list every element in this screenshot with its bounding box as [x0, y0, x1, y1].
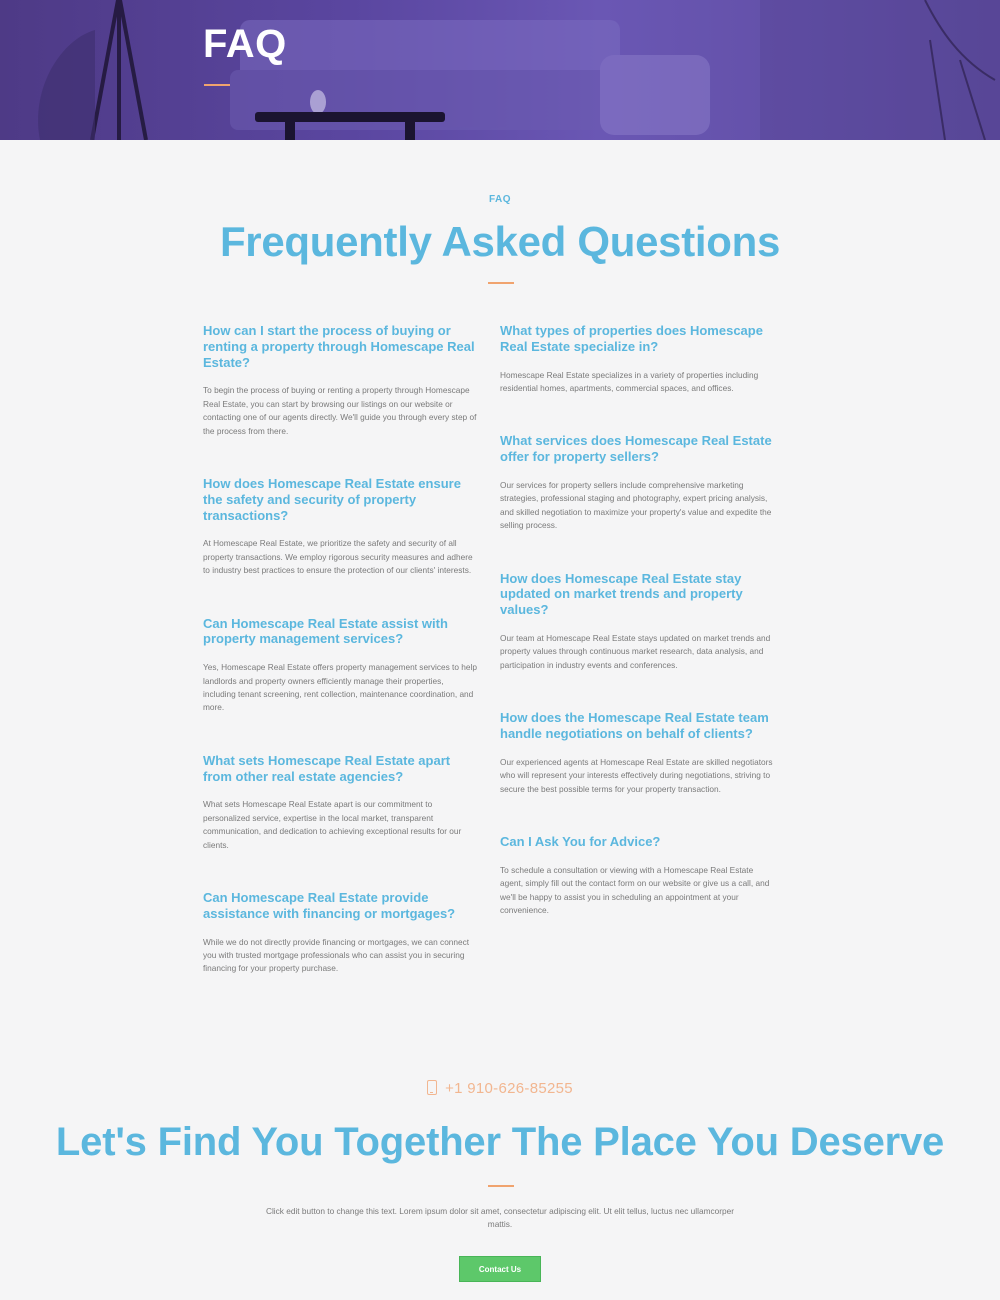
hero-background-image	[0, 0, 1000, 140]
title-underline	[204, 84, 230, 86]
faq-question: How does Homescape Real Estate ensure the safety and security of property transactions?	[203, 476, 461, 523]
faq-question: How does the Homescape Real Estate team handle negotiations on behalf of clients?	[500, 710, 769, 742]
faq-item	[500, 571, 774, 673]
title-divider	[488, 282, 514, 284]
mobile-phone-icon	[427, 1080, 437, 1095]
faq-question: Can I Ask You for Advice?	[500, 834, 661, 850]
faq-answer: Our services for property sellers include comprehensive marketing strategies, professional staging and photography, expert pricing analysis, and skilled negotiation to maximize your property's value and expedite the selling process.	[500, 480, 772, 531]
faq-answer: To schedule a consultation or viewing with a Homescape Real Estate agent, simply fill out the contact form on our website or give us a call, and we'll be happy to assist you in scheduling an appointment at your convenience.	[500, 864, 770, 916]
faq-item	[500, 323, 774, 395]
section-eyebrow: FAQ	[488, 194, 512, 205]
vase-illustration	[310, 90, 326, 114]
faq-question: How does Homescape Real Estate stay updated on market trends and property values?	[500, 570, 743, 618]
faq-answer: What sets Homescape Real Estate apart is our commitment to personalized service, expertise in the local market, transparent communication, and dedication to achieving exceptional results for our clients.	[203, 799, 462, 850]
faq-column-left	[203, 323, 477, 976]
faq-item	[500, 433, 774, 532]
page-title: FAQ	[203, 22, 287, 66]
hero-banner	[0, 0, 1000, 140]
cta-divider	[488, 1185, 514, 1187]
faq-item	[203, 616, 477, 715]
faq-answer: Our experienced agents at Homescape Real Estate are skilled negotiators who will represent your interests effectively during negotiations, striving to secure the best possible terms for your property transaction.	[500, 756, 773, 794]
faq-answer: To begin the process of buying or renting a property through Homescape Real Estate, you can start by browsing our listings on our website or contacting one of our agents directly. We'll guide you through every step of the process from there.	[203, 385, 477, 436]
faq-answer: Yes, Homescape Real Estate offers property management services to help landlords and property owners efficiently manage their properties, including tenant screening, rent collection, maintenance coordination, and more.	[203, 662, 477, 713]
phone-number[interactable]: +1 910-626-85255	[445, 1080, 573, 1097]
section-title: Frequently Asked Questions	[219, 218, 781, 265]
faq-item	[500, 710, 774, 796]
faq-answer: Our team at Homescape Real Estate stays updated on market trends and property values through continuous market research, data analysis, and participation in industry events and conferences.	[500, 633, 771, 670]
faq-question: Can Homescape Real Estate assist with property management services?	[203, 615, 448, 647]
cta-description: Click edit button to change this text. Lorem ipsum dolor sit amet, consectetur adipiscing elit. Ut elit tellus, luctus nec ullamcorper mattis.	[265, 1206, 735, 1230]
cta-title: Let's Find You Together The Place You Deserve	[55, 1120, 945, 1164]
faq-question: What sets Homescape Real Estate apart from other real estate agencies?	[203, 752, 451, 784]
faq-question: How can I start the process of buying or renting a property through Homescape Real Estate?	[203, 323, 475, 370]
faq-section	[0, 140, 1000, 1040]
faq-answer: At Homescape Real Estate, we prioritize the safety and security of all property transactions. We employ rigorous security measures and adhere to industry best practices to ensure the protection of our clients' interests.	[203, 538, 473, 576]
faq-item	[203, 323, 477, 438]
faq-item	[203, 890, 477, 976]
faq-item	[203, 753, 477, 852]
faq-question: Can Homescape Real Estate provide assistance with financing or mortgages?	[203, 890, 456, 921]
faq-question: What types of properties does Homescape Real Estate specialize in?	[500, 323, 763, 354]
faq-item	[203, 476, 477, 578]
cta-section	[0, 1040, 1000, 1300]
contact-us-button[interactable]: Contact Us	[459, 1256, 541, 1282]
faq-question: What services does Homescape Real Estate offer for property sellers?	[500, 433, 772, 465]
faq-column-right	[500, 323, 774, 917]
phone-contact[interactable]	[0, 1080, 1000, 1097]
faq-item	[500, 834, 774, 917]
floor-lamp-illustration	[92, 0, 146, 140]
faq-answer: While we do not directly provide financing or mortgages, we can connect you with trusted mortgage professionals who can assist you in securing financing for your property purchase.	[203, 936, 470, 974]
faq-answer: Homescape Real Estate specializes in a variety of properties including residential homes, apartments, commercial spaces, and offices.	[500, 369, 759, 393]
